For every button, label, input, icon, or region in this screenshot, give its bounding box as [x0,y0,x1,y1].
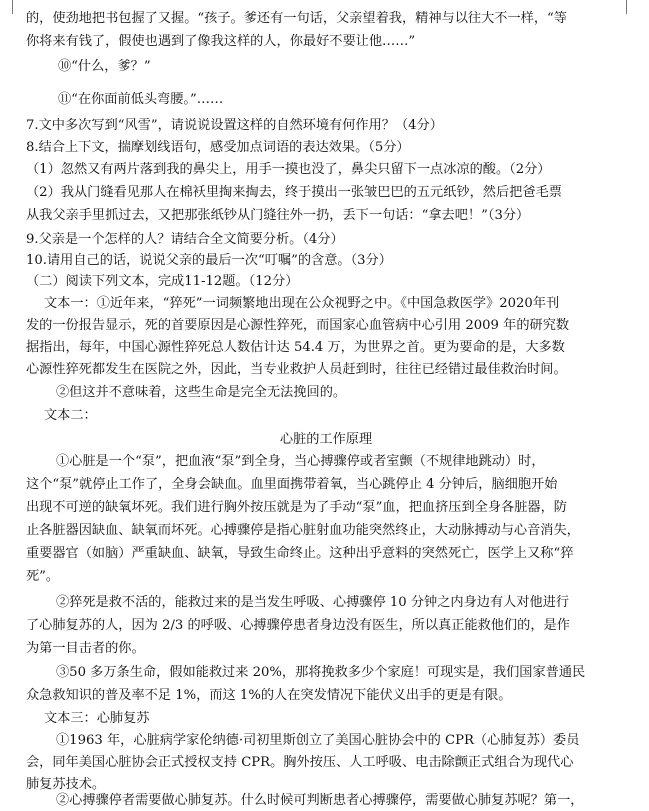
text1-paragraph-line-1: 文本一：①近年来，“猝死”一词频繁地出现在公众视野之中。《中国急救医学》2020年刊 [44,296,560,311]
text2-p1-line-2: 这个“泵”就停止工作了，全身会缺血。血里面携带着氧，当心跳停止 4 分钟后，脑细胞开始 [26,477,558,492]
text2-p3-line-2: 众急救知识的普及率不足 1%，而这 1%的人在突发情况下能伏义出手的更是有限。 [26,688,512,703]
question-9: 9.父亲是一个怎样的人？请结合全文简要分析。（4分） [26,232,344,247]
text1-paragraph-2: ②但这并不意味着，这些生命是完全无法挽回的。 [56,385,347,400]
question-7: 7.文中多次写到“风雪”，请说说设置这样的自然环境有何作用？（4分） [26,118,443,133]
question-8: 8.结合上下文，揣摩划线语句，感受加点词语的表达效果。（5分） [26,140,410,155]
text3-p1-line-3: 肺复苏技术。 [26,777,106,792]
text2-p1-line-1: ①心脏是一个“泵”，把血液“泵”到全身，当心搏骤停或者室颤（不规律地跳动）时， [56,454,545,469]
question-10: 10.请用自己的话，说说父亲的最后一次“叮嘱”的含意。（3分） [26,253,392,268]
text-line-2: 你将来有钱了，假使也遇到了像我这样的人，你最好不要让他……” [26,34,416,49]
text1-paragraph-line-4: 心源性猝死都发生在医院之外，因此，当专业救护人员赶到时，往往已经错过最佳救治时间。 [26,362,567,377]
text2-p2-line-2: 了心肺复苏的人，因为 2/3 的呼吸、心搏骤停患者身边没有医生，所以真正能救他们的，是作 [26,618,570,633]
text2-p2-line-1: ②猝死是救不活的，能救过来的是当发生呼吸、心搏骤停 10 分钟之内身边有人对他进行 [56,595,570,610]
text2-p1-line-6: 死”。 [26,569,60,584]
text2-label: 文本二： [44,408,97,423]
text2-p1-line-4: 止各脏器因缺血、缺氧而坏死。心搏骤停是指心脏射血功能突然终止，大动脉搏动与心音消失， [26,523,580,538]
text3-p1-line-2: 会，同年美国心脏协会正式授权支持 CPR。胸外按压、人工呼吸、电击除颤正式组合为现代心 [26,755,574,770]
text2-p3-line-1: ③50 多万条生命，假如能救过来 20%，那将挽救多少个家庭！可现实是，我们国家普通民 [56,665,586,680]
question-8-1: （1）忽然又有两片落到我的鼻尖上，用手一摸也没了，鼻尖只留下一点冰凉的酸。（2分） [26,162,551,177]
text2-title: 心脏的工作原理 [279,432,373,447]
text2-p1-line-5: 重要器官（如脑）严重缺血、缺氧，导致生命终止。这种出乎意料的突然死亡，医学上又称“猝 [26,546,574,561]
text1-paragraph-line-2: 发的一份报告显示，死的首要原因是心源性猝死，而国家心血管病中心引用 2009 年的研究数 [26,318,570,333]
text1-paragraph-line-3: 据指出，每年，中国心源性猝死总人数估计达 54.4 万，为世界之首。更为要命的是，大多数 [26,340,565,355]
text-line-1: 的，使劲地把书包握了又握。“孩子。爹还有一句话，父亲望着我，精神与以往大不一样，“等 [26,11,567,26]
section-heading-reading: （二）阅读下列文本，完成11-12题。（12分） [26,274,299,289]
text2-p2-line-3: 为第一目击者的你。 [26,641,145,656]
page-corner-mark-left [12,0,13,14]
dialogue-11: ⑪“在你面前低头弯腰。”…… [58,92,224,107]
page-corner-mark-right [626,0,627,14]
question-8-2-line-2: 从我父亲手里抓过去，又把那张纸钞从门缝往外一扔，丢下一句话：“拿去吧！”（3分） [26,208,530,223]
question-8-2-line-1: （2）我从门缝看见那人在棉袄里掏来掏去，终于摸出一张皱巴巴的五元纸钞，然后把爸毛票 [26,185,562,200]
text3-p2-line-1: ②心搏骤停者需要做心肺复苏。什么时候可判断患者心搏骤停，需要做心肺复苏呢？第一， [56,793,584,808]
text3-p1-line-1: ①1963 年，心脏病学家伦纳德·司初里斯创立了美国心脏协会中的 CPR（心肺复苏）委员 [56,733,580,748]
text3-label: 文本三：心肺复苏 [44,711,150,726]
dialogue-10: ⑩“什么，爹？” [58,59,151,74]
text2-p1-line-3: 出现不可逆的缺氧坏死。我们进行胸外按压就是为了手动“泵”血，把血挤压到全身各脏器，防 [26,500,567,515]
